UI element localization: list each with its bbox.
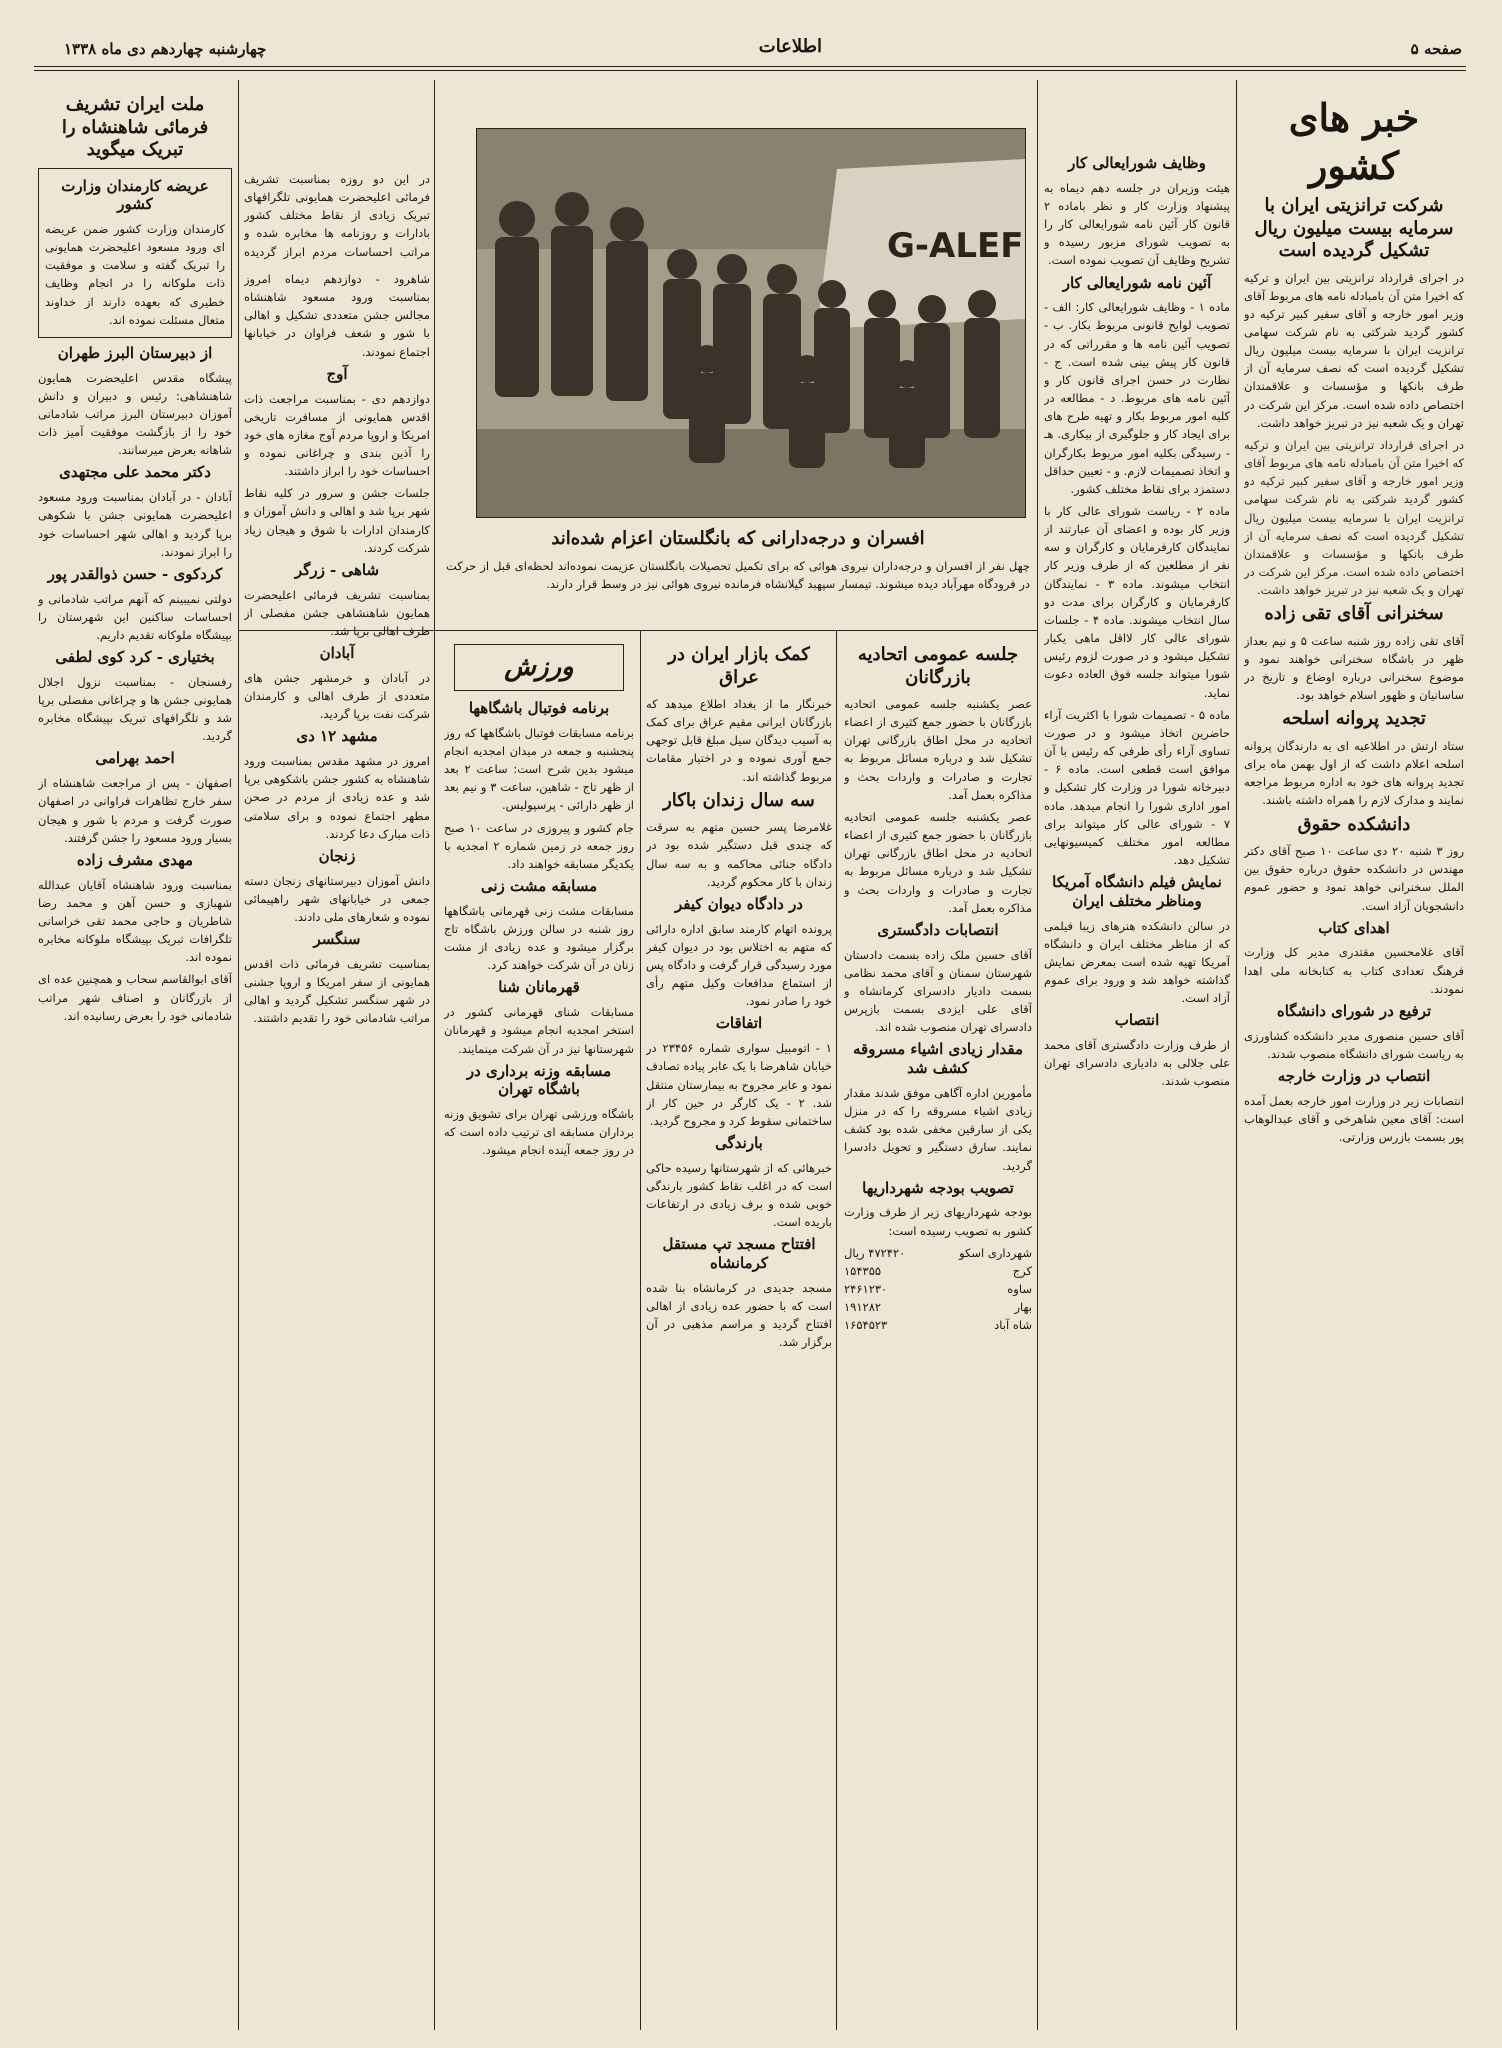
article-university-council: آقای حسین منصوری مدیر دانشکده کشاورزی به ریاست شورای دانشگاه منصوب شدند.	[1244, 1028, 1464, 1061]
news-photo-air-force-officers	[476, 128, 1026, 518]
article-celebrations: جلسات جشن و سرور در کلیه نقاط شهر برپا شد و اهالی و دانش آموزان و کارمندان ادارات با شوق و هیجان زیاد شرکت کردند.	[244, 486, 430, 555]
headline-rainfall: بارندگی	[715, 1133, 763, 1152]
headline-kordkuy: کردکوی - حسن ذوالقدر پور	[47, 564, 223, 583]
article-transit-company-cont: در اجرای قرارداد ترانزیتی بین ایران و ترکیه که اخیرا متن آن بامبادله نامه های مربوط آقای وزیر امور خارجه و آقای سفیر کبیر ترکیه دو کشور گردید شرکتی به نام شرکت سهامی ترانزیت ایران با سرمایه بیست میلیون ریال تشکیل گردیده است که نصف سرمایه آن از طرف بانکها و مؤسسات و علاقمندان اختصاص داده شده است. مرکز این شرکت در تهران و یک شعبه نیز در تبریز خواهد داشت.	[1244, 437, 1464, 598]
issue-date: چهارشنبه چهاردهم دی ماه ۱۳۳۸	[64, 40, 267, 58]
article-stolen-goods: مأمورین اداره آگاهی موفق شدند مقدار زیادی اشیاء مسروقه را که در منزل یکی از سارقین مخفی شده بود کشف نمایند. سارق دستگیر و تحویل دادسرا گردید.	[844, 1085, 1032, 1173]
photo-caption-text: چهل نفر از افسران و درجه‌داران نیروی هوائی که برای تکمیل تحصیلات بانگلستان عزیمت نموده‌اند لحظه‌ای قبل از حرکت در فرودگاه مهرآباد دیده میشوند. تیمسار سپهبد گیلانشاه فرمانده نیروی هوائی نیز در وسط قرار دارند.	[446, 558, 1030, 591]
headline-weapon-license: تجدید پروانه اسلحه	[1282, 708, 1426, 730]
photo-caption-headline: افسران و درجه‌دارانی که بانگلستان اعزام شده‌اند	[551, 528, 925, 549]
photo-illustration	[477, 129, 1025, 517]
headline-alborz-school: از دبیرستان البرز طهران	[57, 343, 213, 362]
headline-football-program: برنامه فوتبال باشگاهها	[468, 699, 610, 718]
article-boxing: مسابقات مشت زنی قهرمانی باشگاهها روز شنبه در سالن ورزش باشگاه تاج برگزار میشود و عده زیادی از مشت زنان در آن شرکت خواهند کرد.	[444, 903, 634, 973]
headline-book-donation: اهدای کتاب	[1318, 918, 1390, 937]
article-penal-court: پرونده اتهام کارمند سابق اداره دارائی که متهم به اختلاس بود در دیوان کیفر مورد رسیدگی قرار گرفت و دادگاه پس از استماع مدافعات وکیل متهم رأی خود را صادر نمود.	[646, 921, 832, 1009]
article-justice-appointments: آقای حسین ملک زاده بسمت دادستان شهرستان سمنان و آقای محمد نظامی بسمت دادیار دادسرای کرمانشاه و آقای علی ایزدی بسمت بازپرس دادسرای تهران منصوب شده اند.	[844, 947, 1032, 1035]
svg-text:G-ALEF: G-ALEF	[887, 226, 1024, 266]
headline-swimming: قهرمانان شنا	[498, 978, 580, 997]
article-mosque-opening: مسجد جدیدی در کرمانشاه بنا شده است که با حضور عده زیادی از اهالی افتتاح گردید و مراسم مذهبی در آن برگزار شد.	[646, 1280, 832, 1350]
article-incidents: ۱ - اتومبیل سواری شماره ۲۳۴۵۶ در خیابان شاهرضا با یک عابر پیاده تصادف نمود و عابر مجروح به بیمارستان منتقل شد. ۲ - یک کارگر در حین کار از ساختمانی سقوط کرد و مجروح گردید.	[646, 1041, 832, 1128]
headline-iraq-bazaar-aid: کمک بازار ایران در عراق	[668, 644, 810, 688]
headline-municipal-budgets: تصویب بودجه شهرداریها	[862, 1178, 1014, 1197]
column-domestic-news	[1244, 90, 1464, 2030]
column-merchants-justice	[844, 640, 1032, 2030]
headline-film-screening: نمایش فیلم دانشگاه آمریکا ومناظر مختلف ایران	[1052, 873, 1222, 910]
column-labor-council	[1044, 150, 1230, 2030]
headline-labor-council-duties: وظایف شورایعالی کار	[1068, 154, 1206, 172]
headline-mojtahedi: دکتر محمد علی مجتهدی	[59, 463, 211, 482]
list-item: شهرداری اسکو ۴۷۲۴۲۰ ریال	[844, 1245, 1032, 1260]
headline-law-faculty: دانشکده حقوق	[1297, 813, 1411, 835]
budget-list	[844, 1244, 1032, 1335]
article-abadan: در آبادان و خرمشهر جشن های متعددی از طرف اهالی و کارمندان شرکت نفت برپا گردید.	[244, 670, 430, 722]
list-item: شاه آباد ۱۶۵۴۵۲۳	[844, 1318, 1032, 1333]
headline-bahrami: احمد بهرامی	[95, 749, 175, 768]
photo-caption	[446, 524, 1030, 628]
headline-zanjan: زنجان	[318, 846, 356, 865]
article-shahrud: شاهرود - دوازدهم دیماه امروز بمناسبت ورود مسعود شاهنشاه مجالس جشن متعددی تشکیل و اهالی با شور و شعف فراوان در خیابانها اجتماع نمودند.	[244, 272, 430, 359]
headline-sangsar: سنگسر	[313, 930, 361, 949]
headline-taqizadeh-speech: سخنرانی آقای تقی زاده	[1264, 603, 1444, 625]
headline-three-years-prison: سه سال زندان باکار	[663, 789, 815, 811]
headline-penal-court: در دادگاه دیوان کیفر	[674, 894, 803, 913]
article-weightlifting: باشگاه ورزشی تهران برای تشویق وزنه برداران مسابقه ای ترتیب داده است که در روز جمعه آینده انجام میشود.	[444, 1107, 634, 1158]
article-labor-council-articles: ماده ۲ - ریاست شورای عالی کار با وزیر کار بوده و اعضای آن عبارتند از نمایندگان کارفرمایان و کارگران و سه نفر از مطلعین که از طرف وزیر کار انتخاب میشوند. ماده ۳ - نمایندگان کارفرمایان و کارگران برای مدت دو سال انتخاب میشوند. ماده ۴ - جلسات شورای عالی کار لااقل ماهی یکبار تشکیل میشود و در صورت لزوم رئیس شورا میتواند جلسه فوق العاده دعوت نماید.	[1044, 504, 1230, 700]
article-labor-council-articles-cont: ماده ۵ - تصمیمات شورا با اکثریت آراء حاضرین اتخاذ میشود و در صورت تساوی آراء رأی طرفی که رئیس با آن موافق است قطعی است. ماده ۶ - دبیرخانه شورا در وزارت کار تشکیل و امور اداری شورا را انجام میدهد. ماده ۷ - شورای عالی کار میتواند برای مطالعه امور مختلف کمیسیونهایی تشکیل دهد.	[1044, 707, 1230, 867]
headline-interior-ministry-petition: عریضه کارمندان وزارت کشور	[61, 176, 209, 214]
article-interior-ministry-petition: کارمندان وزارت کشور ضمن عریضه ای ورود مسعود اعلیحضرت همایونی را تبریک گفته و سلامت و موفقیت ذات ملوکانه را در انجام وظایف خطیری که بعهده دارند از خداوند متعال مسئلت نموده اند.	[45, 222, 225, 327]
headline-foreign-ministry: انتصاب در وزارت خارجه	[1277, 1066, 1431, 1085]
article-labor-council-duties: هیئت وزیران در جلسه دهم دیماه به پیشنهاد وزارت کار و نظر باماده ۲ قانون کار آئین نامه شورایعالی کار را به تصویب شورای مزبور رسیده و تشریح وظایف آن تصویب نموده است.	[1044, 180, 1230, 268]
article-mojtahedi: آبادان - در آبادان بمناسبت ورود مسعود اعلیحضرت همایونی جشن با شکوهی برپا گردید و اهالی شهر احساسات خود را ابراز نمودند.	[38, 490, 232, 559]
section-title-domestic-news: خبر های کشور	[1288, 95, 1420, 188]
article-shahi: بمناسبت تشریف فرمائی اعلیحضرت همایون شاهنشاهی جشن مفصلی از طرف اهالی برپا شد.	[244, 587, 430, 638]
article-avaj: دوازدهم دی - بمناسبت مراجعت ذات اقدس همایونی از مسافرت تاریخی امریکا و اروپا مردم آوج مغازه های خود را آذین بندی و چراغانی نموده و احساسات خود را ابراز داشتند.	[244, 391, 430, 479]
column-congratulations	[38, 90, 232, 2030]
column-city-celebrations	[244, 270, 430, 2030]
headline-boxing: مسابقه مشت زنی	[480, 877, 598, 896]
headline-justice-appointments: انتصابات دادگستری	[877, 920, 999, 939]
list-item: کرج ۱۵۴۳۵۵	[844, 1263, 1032, 1278]
headline-abadan: آبادان	[319, 644, 355, 663]
article-bahrami: اصفهان - پس از مراجعت شاهنشاه از سفر خارج تظاهرات فراوانی در اصفهان صورت گرفت و مردم با شور و هیجان بسیار ورود مسعود را جشن گرفتند.	[38, 776, 232, 845]
page-number: صفحه ۵	[1410, 40, 1462, 58]
headline-nation-congratulates: ملت ایران تشریف فرمائی شاهنشاه را تبریک میگوید	[61, 94, 209, 160]
headline-transit-company: شرکت ترانزیتی ایران با سرمایه بیست میلیون ریال تشکیل گردیده است	[1254, 195, 1454, 261]
headline-mashhad: مشهد ۱۲ دی	[296, 727, 378, 746]
section-title-sports: ورزش	[454, 644, 624, 691]
article-weapon-license: ستاد ارتش در اطلاعیه ای به دارندگان پروانه اسلحه اعلام داشت که از اول بهمن ماه برای تجدید پروانه های خود به اداره مربوط مراجعه نمایند و مدارک لازم را همراه داشته باشند.	[1244, 738, 1464, 808]
article-moshref-zadeh: بمناسبت ورود شاهنشاه آقایان عبدالله شهبازی و حسن آهن و محمد رضا شاطریان و حاجی محمد تقی خراسانی تلگرافات تبریک بپیشگاه ملوکانه مخابره نموده اند.	[38, 877, 232, 965]
article-merchants-assembly-cont: عصر یکشنبه جلسه عمومی اتحادیه بازرگانان با حضور جمع کثیری از اعضاء اتحادیه در محل اطاق بازرگانی تهران تشکیل شد و درباره مسائل مربوط به تجارت و صادرات و واردات بحث و مذاکره بعمل آمد.	[844, 809, 1032, 915]
headline-weightlifting: مسابقه وزنه برداری در باشگاه تهران	[466, 1061, 612, 1099]
article-kordkuy: دولتی نمیبینم که آنهم مراتب شادمانی و احساسات ساکنین این شهرستان را بپیشگاه ملوکانه تقدیم داریم.	[38, 591, 232, 642]
article-law-faculty: روز ۳ شنبه ۲۰ دی ساعت ۱۰ صبح آقای دکتر مهندس در دانشکده حقوق درباره حقوق بین الملل سخنرانی خواهد نمود و حضور عموم دانشجویان آزاد است.	[1244, 844, 1464, 913]
article-rainfall: خبرهائی که از شهرستانها رسیده حاکی است که در اغلب نقاط کشور بارندگی خوبی شده و برف زیادی در ارتفاعات باریده است.	[646, 1160, 832, 1230]
article-merchants-assembly: عصر یکشنبه جلسه عمومی اتحادیه بازرگانان با حضور جمع کثیری از اعضاء اتحادیه در محل اطاق بازرگانی تهران تشکیل شد و درباره مسائل مربوط به تجارت و صادرات و واردات بحث و مذاکره بعمل آمد.	[844, 697, 1032, 802]
article-labor-council-bylaw: ماده ۱ - وظایف شورایعالی کار: الف - تصویب لوایح قانونی مربوط بکار. ب - تصویب آئین نامه ها و مقرراتی که در قانون کار پیش بینی شده است. ج - نظارت در حسن اجرای قانون کار و آئین نامه های مربوط. د - مطالعه در کلیه امور مربوط بکار و تهیه طرح های برای ایجاد کار و جلوگیری از بیکاری. هـ - رسیدگی بکلیه امور مربوط بکارگران و اتخاذ تصمیمات لازم. و - تعیین حداقل دستمزد برای نقاط مختلف کشور.	[1044, 300, 1230, 496]
article-iraq-bazaar-aid: خبرنگار ما از بغداد اطلاع میدهد که بازرگانان ایرانی مقیم عراق برای کمک به آسیب دیدگان سیل مبلغ قابل توجهی جمع آوری نموده و در اختیار مقامات مربوط گذاشته اند.	[646, 697, 832, 784]
newspaper-name: اطلاعات	[758, 36, 822, 57]
column-sports	[444, 640, 634, 2030]
article-bakhtiari: رفسنجان - بمناسبت نزول اجلال همایونی جشن ها و چراغانی مفصلی برپا شد و تلگرافهای تبریک بپیشگاه مخابره گردید.	[38, 674, 232, 744]
article-zanjan: دانش آموزان دبیرستانهای زنجان دسته جمعی در خیابانهای شهر راهپیمائی نموده و شعارهای ملی دادند.	[244, 873, 430, 924]
list-item: بهار ۱۹۱۲۸۲	[844, 1300, 1032, 1315]
headline-incidents: اتفاقات	[715, 1014, 763, 1033]
article-municipal-budgets: بودجه شهرداریهای زیر از طرف وزارت کشور به تصویب رسیده است:	[844, 1205, 1032, 1238]
article-alborz-school: پیشگاه مقدس اعلیحضرت همایون شاهنشاهی: رئیس و دبیران و دانش آموزان دبیرستان البرز مراتب شادمانی خود را از بازگشت موفقیت آمیز ذات شاهانه بعرض میرسانند.	[38, 370, 232, 458]
article-sangsar: بمناسبت تشریف فرمائی ذات اقدس همایونی از سفر امریکا و اروپا جشنی در شهر سنگسر تشکیل گردید و اهالی مراتب شادمانی خود را تقدیم داشتند.	[244, 956, 430, 1026]
headline-merchants-assembly: جلسه عمومی اتحادیه بازرگانان	[857, 644, 1019, 688]
headline-mosque-opening: افتتاح مسجد تپ مستقل کرمانشاه	[662, 1235, 816, 1273]
article-book-donation: آقای غلامحسین مقتدری مدیر کل وزارت فرهنگ تعدادی کتاب به کتابخانه ملی اهدا نمودند.	[1244, 945, 1464, 996]
headline-labor-council-bylaw: آئین نامه شورایعالی کار	[1062, 273, 1212, 292]
article-sahab: آقای ابوالقاسم سحاب و همچنین عده ای از بازرگانان و اصناف شهر مراتب شادمانی خود را بعرض رسانیده اند.	[38, 972, 232, 1023]
article-foreign-ministry: انتصابات زیر در وزارت امور خارجه بعمل آمده است: آقای معین شاهرخی و آقای عبدالوهاب پور بسمت بازرس وزارتی.	[1244, 1093, 1464, 1145]
list-item: ساوه ۲۴۶۱۲۳۰	[844, 1282, 1032, 1297]
article-three-years-prison: غلامرضا پسر حسین متهم به سرقت که چندی قبل دستگیر شده بود در دادگاه جنائی محاکمه و به سه سال زندان با کار محکوم گردید.	[646, 820, 832, 889]
headline-appointment: انتصاب	[1114, 1011, 1160, 1030]
article-football-program-cont: جام کشور و پیروزی در ساعت ۱۰ صبح روز جمعه در زمین شماره ۲ امجدیه با یکدیگر مسابقه خواهند داد.	[444, 820, 634, 871]
article-taqizadeh-speech: آقای تقی زاده روز شنبه ساعت ۵ و نیم بعداز ظهر در باشگاه سخنرانی خواهند نمود و موضوع سخنرانی درباره اوضاع و تاریخ در ساسانیان و ظهور اسلام خواهد بود.	[1244, 633, 1464, 703]
article-appointment: از طرف وزارت دادگستری آقای محمد علی جلالی به دادیاری دادسرای تهران منصوب شدند.	[1044, 1038, 1230, 1089]
article-transit-company: در اجرای قرارداد ترانزیتی بین ایران و ترکیه که اخیرا متن آن بامبادله نامه های مربوط آقای وزیر امور خارجه و آقای سفیر کبیر ترکیه دو کشور گردید شرکتی به نام شرکت سهامی ترانزیت ایران با سرمایه بیست میلیون ریال تشکیل گردیده است که نصف سرمایه آن از طرف بانکها و مؤسسات و علاقمندان اختصاص داده شده است. مرکز این شرکت در تهران و یک شعبه نیز در تبریز خواهد داشت.	[1244, 270, 1464, 430]
article-mashhad: امروز در مشهد مقدس بمناسبت ورود شاهنشاه به کشور جشن باشکوهی برپا شد و عده زیادی از مردم در صحن مطهر اجتماع نموده و برای سلامتی ذات مبارک دعا کردند.	[244, 754, 430, 841]
headline-stolen-goods: مقدار زیادی اشیاء مسروقه کشف شد	[852, 1040, 1024, 1078]
article-swimming: مسابقات شنای قهرمانی کشور در استخر امجدیه انجام میشود و قهرمانان شهرستانها نیز در آن شرکت مینمایند.	[444, 1005, 634, 1056]
article-film-screening: در سالن دانشکده هنرهای زیبا فیلمی که از مناظر مختلف ایران و دانشگاه آمریکا تهیه شده است بمعرض نمایش گذاشته خواهد شد و ورود برای عموم آزاد است.	[1044, 918, 1230, 1006]
congratulations-intro	[244, 170, 430, 260]
headline-avaj: آوج	[326, 364, 348, 383]
headline-bakhtiari: بختیاری - کرد کوی لطفی	[55, 648, 215, 667]
headline-moshref-zadeh: مهدی مشرف زاده	[76, 850, 194, 869]
intro-text: در این دو روزه بمناسبت تشریف فرمائی اعلیحضرت همایونی تلگرافهای تبریک زیادی از نقاط مختلف کشور بادارات و روزنامه ها مخابره شده و مراتب احساسات مردم ابراز گردیده	[244, 172, 430, 259]
column-middle-news	[646, 640, 832, 2030]
article-football-program: برنامه مسابقات فوتبال باشگاهها که روز پنجشنبه و جمعه در میدان امجدیه انجام میشود بدین شرح است: ساعت ۲ بعد از ظهر تاج - شاهین، ساعت ۳ و نیم بعد از ظهر دارائی - پرسپولیس.	[444, 725, 634, 813]
headline-university-council: ترفیع در شورای دانشگاه	[1276, 1001, 1432, 1020]
headline-shahi: شاهی - زرگر	[294, 560, 380, 579]
